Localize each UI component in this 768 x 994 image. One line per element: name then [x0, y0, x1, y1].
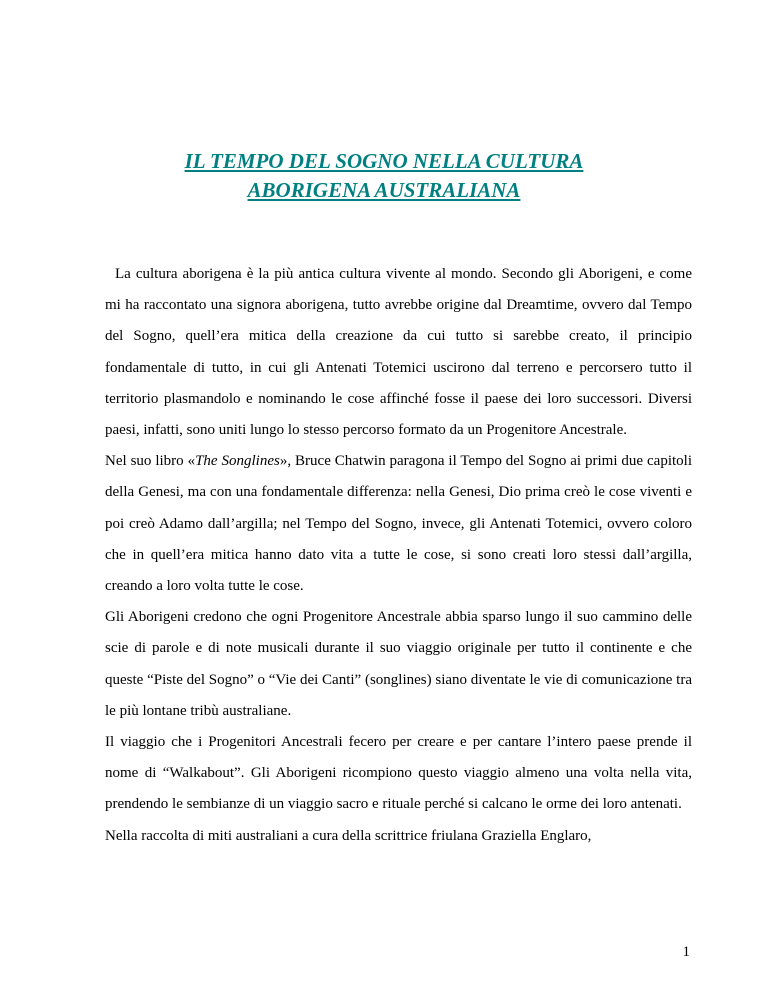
book-title: The Songlines	[195, 453, 280, 470]
paragraph-3: Gli Aborigeni credono che ogni Progenitore Ancestrale abbia sparso lungo il suo cammino delle scie di parole e di note musicali durante il suo viaggio originale per tutto il continente e che queste “Piste del Sogno” o “Vie dei Canti” (songlines) siano diventate le vie di comunicazione tra le più lontane tribù australiane.	[105, 609, 692, 719]
paragraph-2-end: », Bruce Chatwin paragona il Tempo del Sogno ai primi due capitoli della Genesi, ma con una fondamentale differenza: nella Genesi, Dio prima creò le cose viventi e poi creò Adamo dall’argilla; nel Tempo del Sogno, invece, gli Antenati Totemici, ovvero coloro che in quell’era mitica hanno dato vita a tutte le cose, si sono creati loro stessi dall’argilla, creando a loro volta tutte le cose.	[105, 453, 692, 595]
document-title-line-2: ABORIGENA AUSTRALIANA	[247, 178, 521, 202]
paragraph-5: Nella raccolta di miti australiani a cura della scrittrice friulana Graziella Englaro,	[105, 827, 592, 844]
paragraph-1: La cultura aborigena è la più antica cultura vivente al mondo. Secondo gli Aborigeni, e come mi ha raccontato una signora aborigena, tutto avrebbe origine dal Dreamtime, ovvero dal Tempo del Sogno, quell’era mitica della creazione da cui tutto si sarebbe creato, il principio fondamentale di tutto, in cui gli Antenati Totemici uscirono dal terreno e percorsero tutto il territorio plasmandolo e nominando le cose affinché fosse il paese dei loro successori. Diversi paesi, infatti, sono uniti lungo lo stesso percorso formato da un Progenitore Ancestrale.	[105, 266, 692, 439]
document-body	[105, 259, 692, 852]
document-title-line-1: IL TEMPO DEL SOGNO NELLA CULTURA	[184, 149, 584, 173]
paragraph-2	[105, 446, 692, 602]
page-number: 1	[682, 944, 690, 960]
paragraph-2-start: Nel suo libro «	[105, 453, 196, 470]
paragraph-4: Il viaggio che i Progenitori Ancestrali fecero per creare e per cantare l’intero paese prende il nome di “Walkabout”. Gli Aborigeni ricompiono questo viaggio almeno una volta nella vita, prendendo le sembianze di un viaggio sacro e rituale perché si calcano le orme dei loro antenati.	[105, 734, 692, 813]
